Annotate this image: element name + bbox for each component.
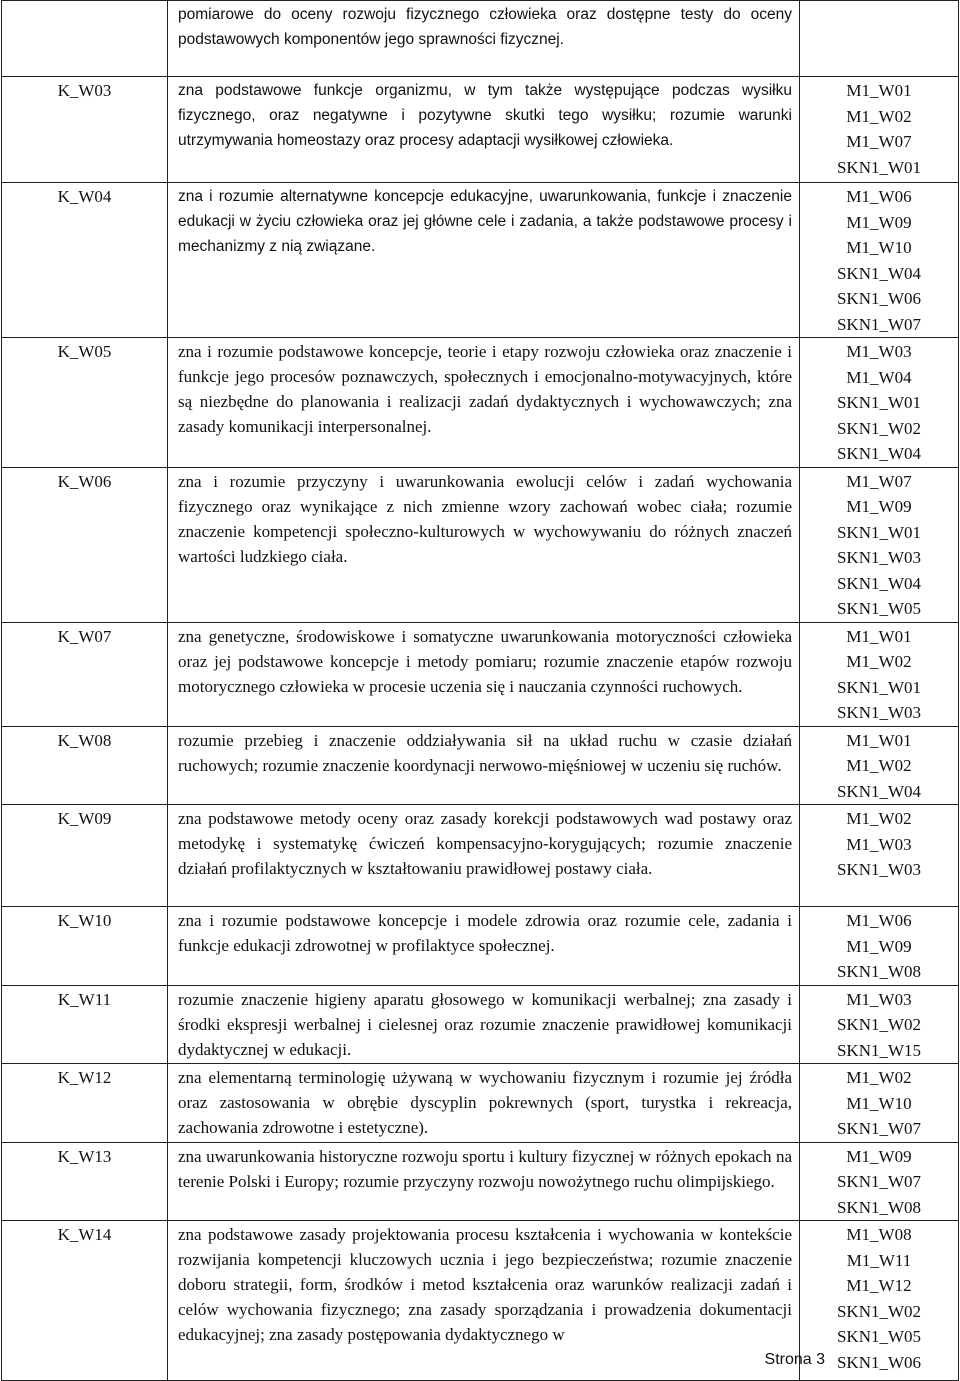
outcome-description: zna genetyczne, środowiskowe i somatyczne uwarunkowania motoryczności człowieka oraz jej podstawowe koncepcje i metody pomiaru; rozumie znaczenie etapów rozwoju motorycznego człowieka w procesie uczenia się i nauczania czynności ruchowych. — [168, 622, 800, 726]
reference-code: SKN1_W15 — [836, 1040, 922, 1060]
table-row — [2, 1142, 959, 1221]
outcome-description: rozumie przebieg i znaczenie oddziaływania sił na układ ruchu w czasie działań ruchowych; rozumie znaczenie koordynacji nerwowo-mięśniowej w uczeniu się ruchów. — [168, 726, 800, 805]
outcome-description: zna i rozumie alternatywne koncepcje edukacyjne, uwarunkowania, funkcje i znaczenie edukacji w życiu człowieka oraz jej główne cele i zadania, a także podstawowe procesy i mechanizmy z nią związane. — [168, 183, 800, 338]
reference-code: M1_W01 — [846, 730, 912, 750]
page-number: Strona 3 — [764, 1351, 825, 1368]
reference-code: M1_W12 — [846, 1276, 912, 1295]
reference-code: M1_W02 — [846, 652, 912, 671]
table-row — [2, 1064, 959, 1143]
reference-code: SKN1_W04 — [836, 781, 922, 801]
outcome-code: K_W04 — [2, 183, 168, 338]
outcome-description: zna podstawowe funkcje organizmu, w tym także występujące podczas wysiłku fizycznego, oraz negatywne i pozytywne skutki tego wysiłku; rozumie warunki utrzymywania homeostazy oraz procesy adaptacji wysiłkowej człowieka. — [168, 77, 800, 183]
table-row — [2, 726, 959, 805]
outcome-code: K_W03 — [2, 77, 168, 183]
table-row — [2, 183, 959, 338]
table-row — [2, 77, 959, 183]
reference-code: SKN1_W04 — [836, 263, 922, 283]
outcome-code: K_W09 — [2, 805, 168, 907]
outcome-references — [800, 1064, 959, 1143]
outcome-references — [800, 726, 959, 805]
outcome-references — [800, 985, 959, 1064]
reference-code: SKN1_W02 — [836, 1301, 922, 1321]
reference-code: SKN1_W07 — [836, 1119, 922, 1138]
reference-code: SKN1_W02 — [836, 1015, 922, 1034]
outcome-references — [800, 805, 959, 907]
reference-code: M1_W02 — [846, 756, 912, 775]
table-row — [2, 805, 959, 907]
outcome-references — [800, 1142, 959, 1221]
reference-code: M1_W01 — [846, 81, 912, 100]
reference-code: SKN1_W01 — [836, 677, 922, 697]
reference-code: M1_W06 — [846, 187, 912, 206]
outcome-references — [800, 77, 959, 183]
reference-code: SKN1_W05 — [836, 599, 922, 618]
outcome-code: K_W08 — [2, 726, 168, 805]
outcome-code: K_W12 — [2, 1064, 168, 1143]
reference-code: M1_W10 — [846, 1093, 912, 1113]
outcome-code: K_W13 — [2, 1142, 168, 1221]
reference-code: M1_W07 — [846, 471, 912, 491]
reference-code: M1_W03 — [846, 342, 912, 361]
reference-code: SKN1_W06 — [836, 1352, 922, 1372]
outcome-description: pomiarowe do oceny rozwoju fizycznego człowieka oraz dostępne testy do oceny podstawowych komponentów jego sprawności fizycznej. — [168, 1, 800, 77]
reference-code: M1_W08 — [846, 1225, 912, 1244]
reference-code: M1_W09 — [846, 936, 912, 956]
table-row — [2, 1, 959, 77]
reference-code: M1_W09 — [846, 1146, 912, 1166]
reference-code: SKN1_W01 — [836, 522, 922, 542]
reference-code: M1_W04 — [846, 367, 912, 387]
outcome-references — [800, 338, 959, 468]
reference-code: SKN1_W01 — [836, 393, 922, 412]
outcome-references — [800, 183, 959, 338]
reference-code: SKN1_W08 — [836, 1197, 922, 1217]
outcome-description: zna i rozumie przyczyny i uwarunkowania ewolucji celów i zadań wychowania fizycznego oraz wynikające z nich zmienne wzory zachowań wobec ciała; rozumie znaczenie kompetencji społeczno-kulturowych w wychowywaniu do różnych znaczeń wartości ludzkiego ciała. — [168, 467, 800, 622]
reference-code: M1_W10 — [846, 238, 912, 257]
outcome-description: zna podstawowe metody oceny oraz zasady korekcji podstawowych wad postawy oraz metodykę i systematykę ćwiczeń kompensacyjno-korygujących; rozumie znaczenie działań profilaktycznych w kształtowaniu prawidłowej postawy ciała. — [168, 805, 800, 907]
reference-code: SKN1_W05 — [836, 1327, 922, 1346]
outcome-description: zna podstawowe zasady projektowania procesu kształcenia i wychowania w kontekście rozwijania kompetencji kluczowych ucznia i jego bezpieczeństwa; rozumie znaczenie doboru strategii, form, środków i metod kształcenia oraz warunków realizacji zadań i celów wychowania fizycznego; zna zasady sporządzania i prowadzenia dokumentacji edukacyjnej; zna zasady postępowania dydaktycznego w — [168, 1221, 800, 1381]
reference-code: SKN1_W03 — [836, 703, 922, 722]
reference-code: SKN1_W01 — [836, 157, 922, 177]
outcome-references — [800, 1, 959, 77]
reference-code: M1_W02 — [846, 809, 912, 828]
reference-code: M1_W03 — [846, 989, 912, 1009]
learning-outcomes-table — [1, 0, 959, 1381]
outcome-references — [800, 622, 959, 726]
reference-code: SKN1_W02 — [836, 418, 922, 438]
table-row — [2, 622, 959, 726]
reference-code: SKN1_W08 — [836, 962, 922, 981]
reference-code: SKN1_W03 — [836, 548, 922, 567]
reference-code: SKN1_W07 — [836, 1172, 922, 1191]
outcome-description: zna uwarunkowania historyczne rozwoju sportu i kultury fizycznej w różnych epokach na terenie Polski i Europy; rozumie przyczyny rozwoju nowożytnego ruchu olimpijskiego. — [168, 1142, 800, 1221]
reference-code: M1_W06 — [846, 911, 912, 930]
reference-code: SKN1_W04 — [836, 444, 922, 463]
table-body — [2, 1, 959, 1381]
reference-code: M1_W02 — [846, 1068, 912, 1087]
outcome-description: zna elementarną terminologię używaną w wychowaniu fizycznym i rozumie jej źródła oraz zastosowania w obrębie dyscyplin pokrewnych (sport, turystka i rekreacja, zachowania zdrowotne i estetyczne). — [168, 1064, 800, 1143]
outcome-code — [2, 1, 168, 77]
outcome-references — [800, 467, 959, 622]
reference-code: M1_W02 — [846, 106, 912, 126]
reference-code: SKN1_W04 — [836, 573, 922, 593]
reference-code: SKN1_W07 — [836, 314, 922, 334]
outcome-code: K_W14 — [2, 1221, 168, 1381]
outcome-code: K_W06 — [2, 467, 168, 622]
outcome-code: K_W05 — [2, 338, 168, 468]
outcome-description: zna i rozumie podstawowe koncepcje, teorie i etapy rozwoju człowieka oraz znaczenie i funkcje jego procesów poznawczych, społecznych i emocjonalno-motywacyjnych, które są niezbędne do planowania i realizacji zadań dydaktycznych i wychowawczych; zna zasady komunikacji interpersonalnej. — [168, 338, 800, 468]
reference-code: M1_W09 — [846, 212, 912, 232]
outcome-code: K_W11 — [2, 985, 168, 1064]
reference-code: M1_W01 — [846, 626, 912, 646]
reference-code: M1_W09 — [846, 497, 912, 516]
reference-code: M1_W07 — [846, 132, 912, 151]
reference-code: SKN1_W06 — [836, 289, 922, 308]
reference-code: SKN1_W03 — [836, 860, 922, 879]
table-row — [2, 985, 959, 1064]
outcome-code: K_W10 — [2, 907, 168, 986]
outcome-code: K_W07 — [2, 622, 168, 726]
table-row — [2, 338, 959, 468]
outcome-description: zna i rozumie podstawowe koncepcje i modele zdrowia oraz rozumie cele, zadania i funkcje edukacji zdrowotnej w profilaktyce społecznej. — [168, 907, 800, 986]
reference-code: M1_W11 — [846, 1250, 912, 1270]
outcome-references — [800, 907, 959, 986]
outcome-description: rozumie znaczenie higieny aparatu głosowego w komunikacji werbalnej; zna zasady i środki ekspresji werbalnej i cielesnej oraz rozumie znaczenie prawidłowej komunikacji dydaktycznej w edukacji. — [168, 985, 800, 1064]
table-row — [2, 907, 959, 986]
reference-code: M1_W03 — [846, 834, 912, 854]
table-row — [2, 467, 959, 622]
